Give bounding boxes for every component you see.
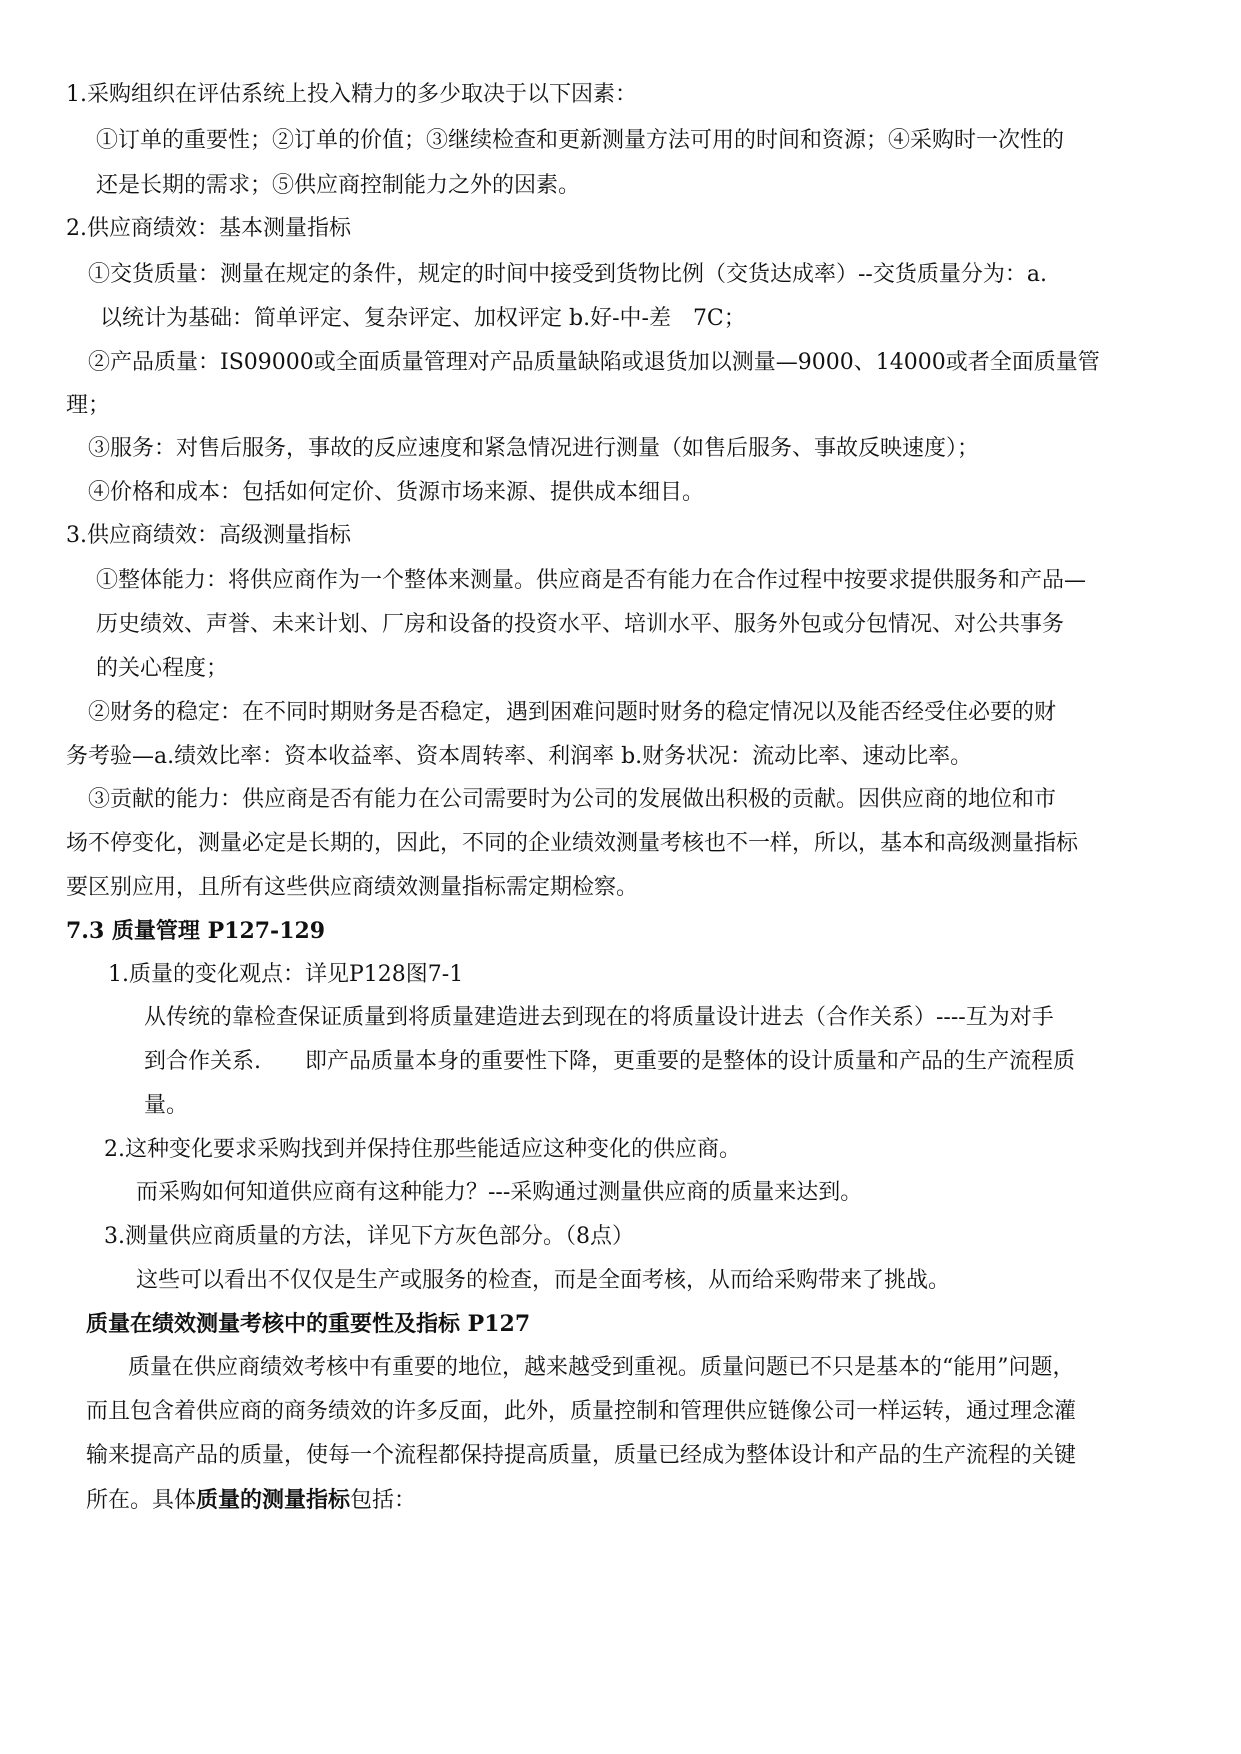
quality-point-3: 3.测量供应商质量的方法，详见下方灰色部分。（8点）: [104, 1224, 634, 1249]
quality-point-2-detail: 而采购如何知道供应商有这种能力？---采购通过测量供应商的质量来达到。: [136, 1180, 863, 1205]
quality-importance-heading: 质量在绩效测量考核中的重要性及指标 P127: [86, 1311, 531, 1337]
section-1-heading: 1.采购组织在评估系统上投入精力的多少取决于以下因素：: [66, 82, 637, 107]
quality-paragraph-line-4: [0, 1483, 1241, 1518]
factors-line-1: ①订单的重要性；②订单的价值；③继续检查和更新测量方法可用的时间和资源；④采购时一次性的: [96, 128, 1065, 153]
factors-line-2: 还是长期的需求；⑤供应商控制能力之外的因素。: [96, 173, 581, 198]
advanced-metric-1-line-2: 历史绩效、声誉、未来计划、厂房和设备的投资水平、培训水平、服务外包或分包情况、对公共事务: [96, 612, 1065, 637]
advanced-metric-2-line-2: 务考验—a.绩效比率：资本收益率、资本周转率、利润率 b.财务状况：流动比率、速动比率。: [66, 744, 973, 769]
quality-point-1-detail-line-3: 量。: [144, 1093, 189, 1118]
quality-paragraph-line-3: 输来提高产品的质量，使每一个流程都保持提高质量，质量已经成为整体设计和产品的生产流程的关键: [86, 1443, 1077, 1468]
advanced-metric-3-line-1: ③贡献的能力：供应商是否有能力在公司需要时为公司的发展做出积极的贡献。因供应商的地位和市: [88, 787, 1057, 812]
advanced-metric-1-line-3: 的关心程度；: [96, 656, 229, 681]
quality-paragraph-line-2: 而且包含着供应商的商务绩效的许多反面，此外，质量控制和管理供应链像公司一样运转，通过理念灌: [86, 1399, 1077, 1424]
section-3-heading: 3.供应商绩效：高级测量指标: [66, 523, 351, 548]
basic-metric-3: ③服务：对售后服务，事故的反应速度和紧急情况进行测量（如售后服务、事故反映速度）；: [88, 436, 980, 461]
quality-paragraph-line-1: 质量在供应商绩效考核中有重要的地位，越来越受到重视。质量问题已不只是基本的“能用”问题，: [128, 1355, 1075, 1380]
quality-paragraph-ending: 包括：: [350, 1488, 417, 1513]
quality-point-1: 1.质量的变化观点：详见P128图7-1: [108, 962, 464, 987]
basic-metric-4: ④价格和成本：包括如何定价、货源市场来源、提供成本细目。: [88, 480, 705, 505]
basic-metric-2-line-2: 理；: [66, 393, 111, 418]
advanced-metric-2-line-1: ②财务的稳定：在不同时期财务是否稳定，遇到困难问题时财务的稳定情况以及能否经受住必要的财: [88, 700, 1057, 725]
advanced-metric-3-line-3: 要区别应用，且所有这些供应商绩效测量指标需定期检察。: [66, 875, 639, 900]
basic-metric-1-line-1: ①交货质量：测量在规定的条件，规定的时间中接受到货物比例（交货达成率）--交货质量分为：a.: [88, 262, 1047, 287]
section-2-heading: 2.供应商绩效：基本测量指标: [66, 216, 351, 241]
basic-metric-1-line-2: 以统计为基础：简单评定、复杂评定、加权评定 b.好-中-差 7C；: [100, 306, 746, 331]
advanced-metric-3-line-2: 场不停变化，测量必定是长期的，因此，不同的企业绩效测量考核也不一样，所以，基本和高级测量指标: [66, 831, 1079, 856]
section-7-3-heading: 7.3 质量管理 P127-129: [66, 918, 326, 944]
basic-metric-2-line-1: ②产品质量：IS09000或全面质量管理对产品质量缺陷或退货加以测量—9000、14000或者全面质量管: [88, 350, 1100, 375]
advanced-metric-1-line-1: ①整体能力：将供应商作为一个整体来测量。供应商是否有能力在合作过程中按要求提供服务和产品—: [96, 568, 1087, 593]
quality-point-1-detail-line-1: 从传统的靠检查保证质量到将质量建造进去到现在的将质量设计进去（合作关系）----互为对手: [144, 1005, 1054, 1030]
quality-point-2: 2.这种变化要求采购找到并保持住那些能适应这种变化的供应商。: [104, 1137, 741, 1162]
quality-point-1-detail-line-2: 到合作关系. 即产品质量本身的重要性下降，更重要的是整体的设计质量和产品的生产流程质: [144, 1049, 1075, 1074]
quality-metrics-emphasis: 质量的测量指标: [196, 1487, 351, 1513]
quality-paragraph-text: 所在。具体: [86, 1488, 197, 1513]
quality-point-3-detail: 这些可以看出不仅仅是生产或服务的检查，而是全面考核，从而给采购带来了挑战。: [136, 1268, 951, 1293]
